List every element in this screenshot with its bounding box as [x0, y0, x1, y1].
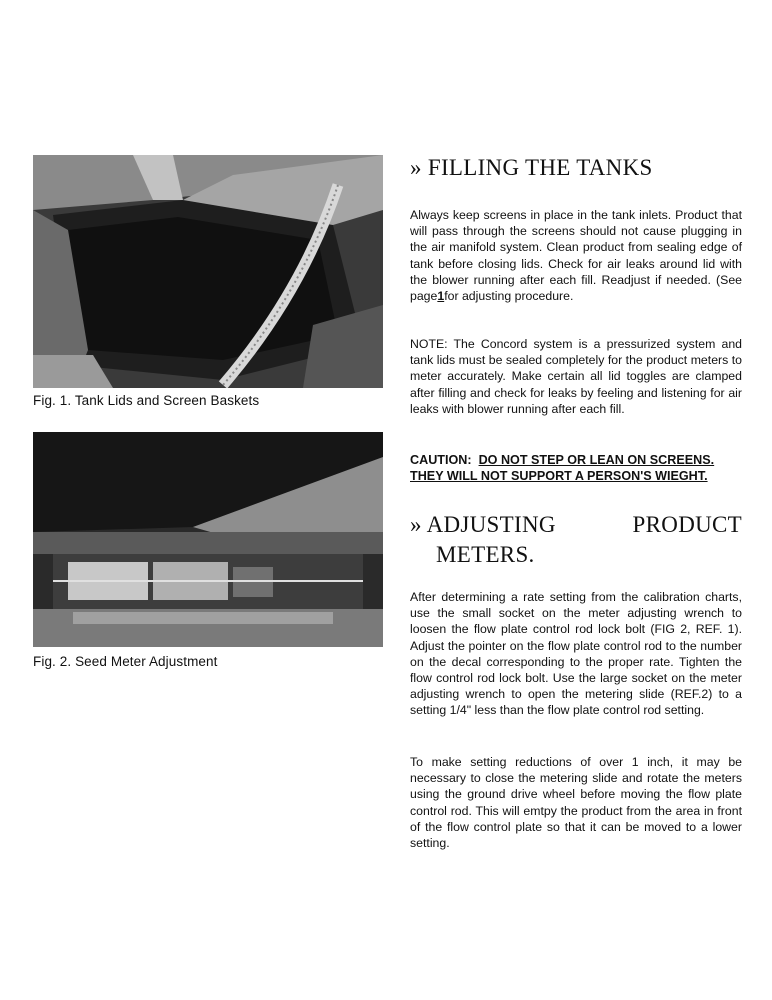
- caution-label: CAUTION:: [410, 453, 472, 467]
- adjusting-paragraph-1: After determining a rate setting from the calibration charts, use the small socket on the meter adjusting wrench to loosen the flow plate control rod lock bolt (FIG 2, REF. 1). Adjust the pointer on the flow plate control rod to the number on the decal corresponding to the proper rate. Tighten the flow control rod lock bolt. Use the large socket on the meter adjusting wrench to open the metering slide (REF.2) to a setting 1/4" less than the flow plate control rod setting.: [410, 590, 742, 718]
- page-reference: 1: [437, 289, 445, 304]
- filling-tanks-paragraph: [410, 207, 742, 304]
- tank-lids-photo: [33, 155, 383, 388]
- figure-1-caption: Fig. 1. Tank Lids and Screen Baskets: [33, 393, 260, 408]
- adjusting-paragraph-2: To make setting reductions of over 1 inch, it may be necessary to close the metering slide and rotate the meters using the ground drive wheel before moving the flow plate control rod. This will emtpy the product from the area in front of the flow control plate so that it can be moved to a lower setting.: [410, 755, 742, 851]
- filling-tanks-heading: » FILLING THE TANKS: [410, 155, 653, 180]
- heading-word-product: PRODUCT: [632, 512, 742, 537]
- caution-notice: [410, 452, 750, 484]
- heading-word-meters: METERS.: [436, 542, 535, 567]
- filling-text-part-1: Always keep screens in place in the tank inlets. Product that will pass through the screens should not cause plugging in the air manifold system. Clean product from sealing edge of tank before closing lids. Check for air leaks around lid with the blower running after each fill. Readjust if needed. (See page: [410, 208, 742, 304]
- filling-text-part-2: for adjusting procedure.: [444, 289, 574, 304]
- note-paragraph: NOTE: The Concord system is a pressurized system and tank lids must be sealed completely for the product meters to meter accurately. Make certain all lid toggles are clamped after filling and check for leaks by feeling and listening for air leaks with blower running after each fill.: [410, 337, 742, 416]
- heading-word-adjusting: » ADJUSTING: [410, 512, 556, 537]
- figure-2-caption: Fig. 2. Seed Meter Adjustment: [33, 654, 218, 669]
- caution-line-1: DO NOT STEP OR LEAN ON SCREENS.: [478, 453, 715, 467]
- caution-line-2: THEY WILL NOT SUPPORT A PERSON'S WIEGHT.: [410, 469, 708, 483]
- seed-meter-photo: [33, 432, 383, 647]
- adjusting-meters-heading: [410, 510, 742, 570]
